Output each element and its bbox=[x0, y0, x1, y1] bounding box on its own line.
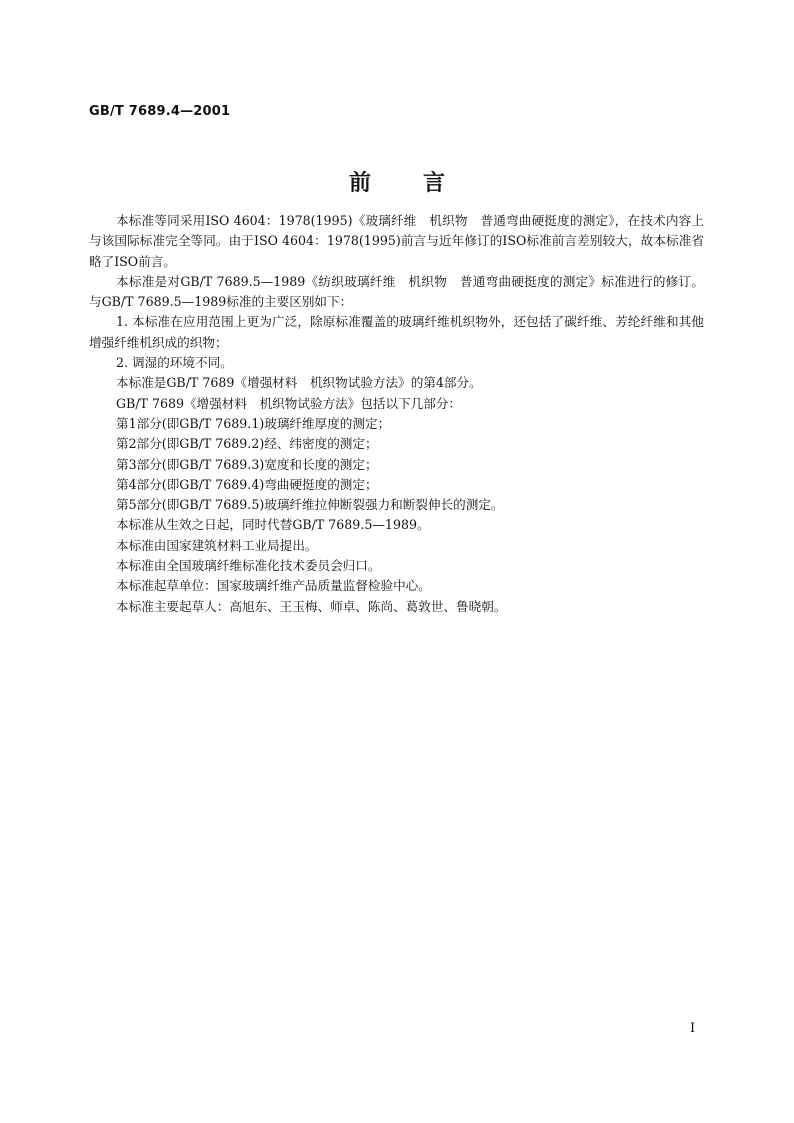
list-item: 第2部分(即GB/T 7689.2)经、纬密度的测定； bbox=[116, 436, 378, 452]
paragraph: 本标准由全国玻璃纤维标准化技术委员会归口。 bbox=[116, 558, 381, 574]
paragraph: 本标准等同采用ISO 4604：1978(1995)《玻璃纤维 机织物 普通弯曲硬挺度的测定》，在技术内容上与该国际标准完全等同。由于ISO 4604：1978(1995)前言与近年修订的ISO标准前言差别较大，故本标准省略了ISO前言。 bbox=[89, 213, 704, 269]
paragraph: 本标准起草单位：国家玻璃纤维产品质量监督检验中心。 bbox=[116, 578, 431, 594]
foreword-body bbox=[89, 211, 704, 617]
list-item: 第4部分(即GB/T 7689.4)弯曲硬挺度的测定； bbox=[116, 476, 378, 492]
page-title: 前言 bbox=[348, 171, 497, 196]
paragraph: 本标准是GB/T 7689《增强材料 机织物试验方法》的第4部分。 bbox=[116, 375, 482, 391]
page-number: I bbox=[690, 1021, 696, 1036]
standard-code: GB/T 7689.4—2001 bbox=[89, 104, 231, 119]
paragraph: 1. 本标准在应用范围上更为广泛，除原标准覆盖的玻璃纤维机织物外，还包括了碳纤维、芳纶纤维和其他增强纤维机织成的织物； bbox=[89, 314, 704, 350]
paragraph: 本标准由国家建筑材料工业局提出。 bbox=[116, 537, 318, 553]
list-item: 第3部分(即GB/T 7689.3)宽度和长度的测定； bbox=[116, 456, 378, 472]
paragraph: 本标准从生效之日起，同时代替GB/T 7689.5—1989。 bbox=[116, 517, 430, 533]
list-item: 第5部分(即GB/T 7689.5)玻璃纤维拉伸断裂强力和断裂伸长的测定。 bbox=[116, 497, 504, 513]
paragraph: 2. 调湿的环境不同。 bbox=[116, 355, 233, 371]
paragraph: 本标准主要起草人：高旭东、王玉梅、师卓、陈尚、葛敦世、鲁晓朝。 bbox=[116, 598, 507, 614]
paragraph: GB/T 7689《增强材料 机织物试验方法》包括以下几部分： bbox=[116, 395, 462, 411]
list-item: 第1部分(即GB/T 7689.1)玻璃纤维厚度的测定； bbox=[116, 415, 391, 431]
paragraph: 本标准是对GB/T 7689.5—1989《纺织玻璃纤维 机织物 普通弯曲硬挺度的测定》标准进行的修订。与GB/T 7689.5—1989标准的主要区别如下： bbox=[89, 273, 704, 310]
